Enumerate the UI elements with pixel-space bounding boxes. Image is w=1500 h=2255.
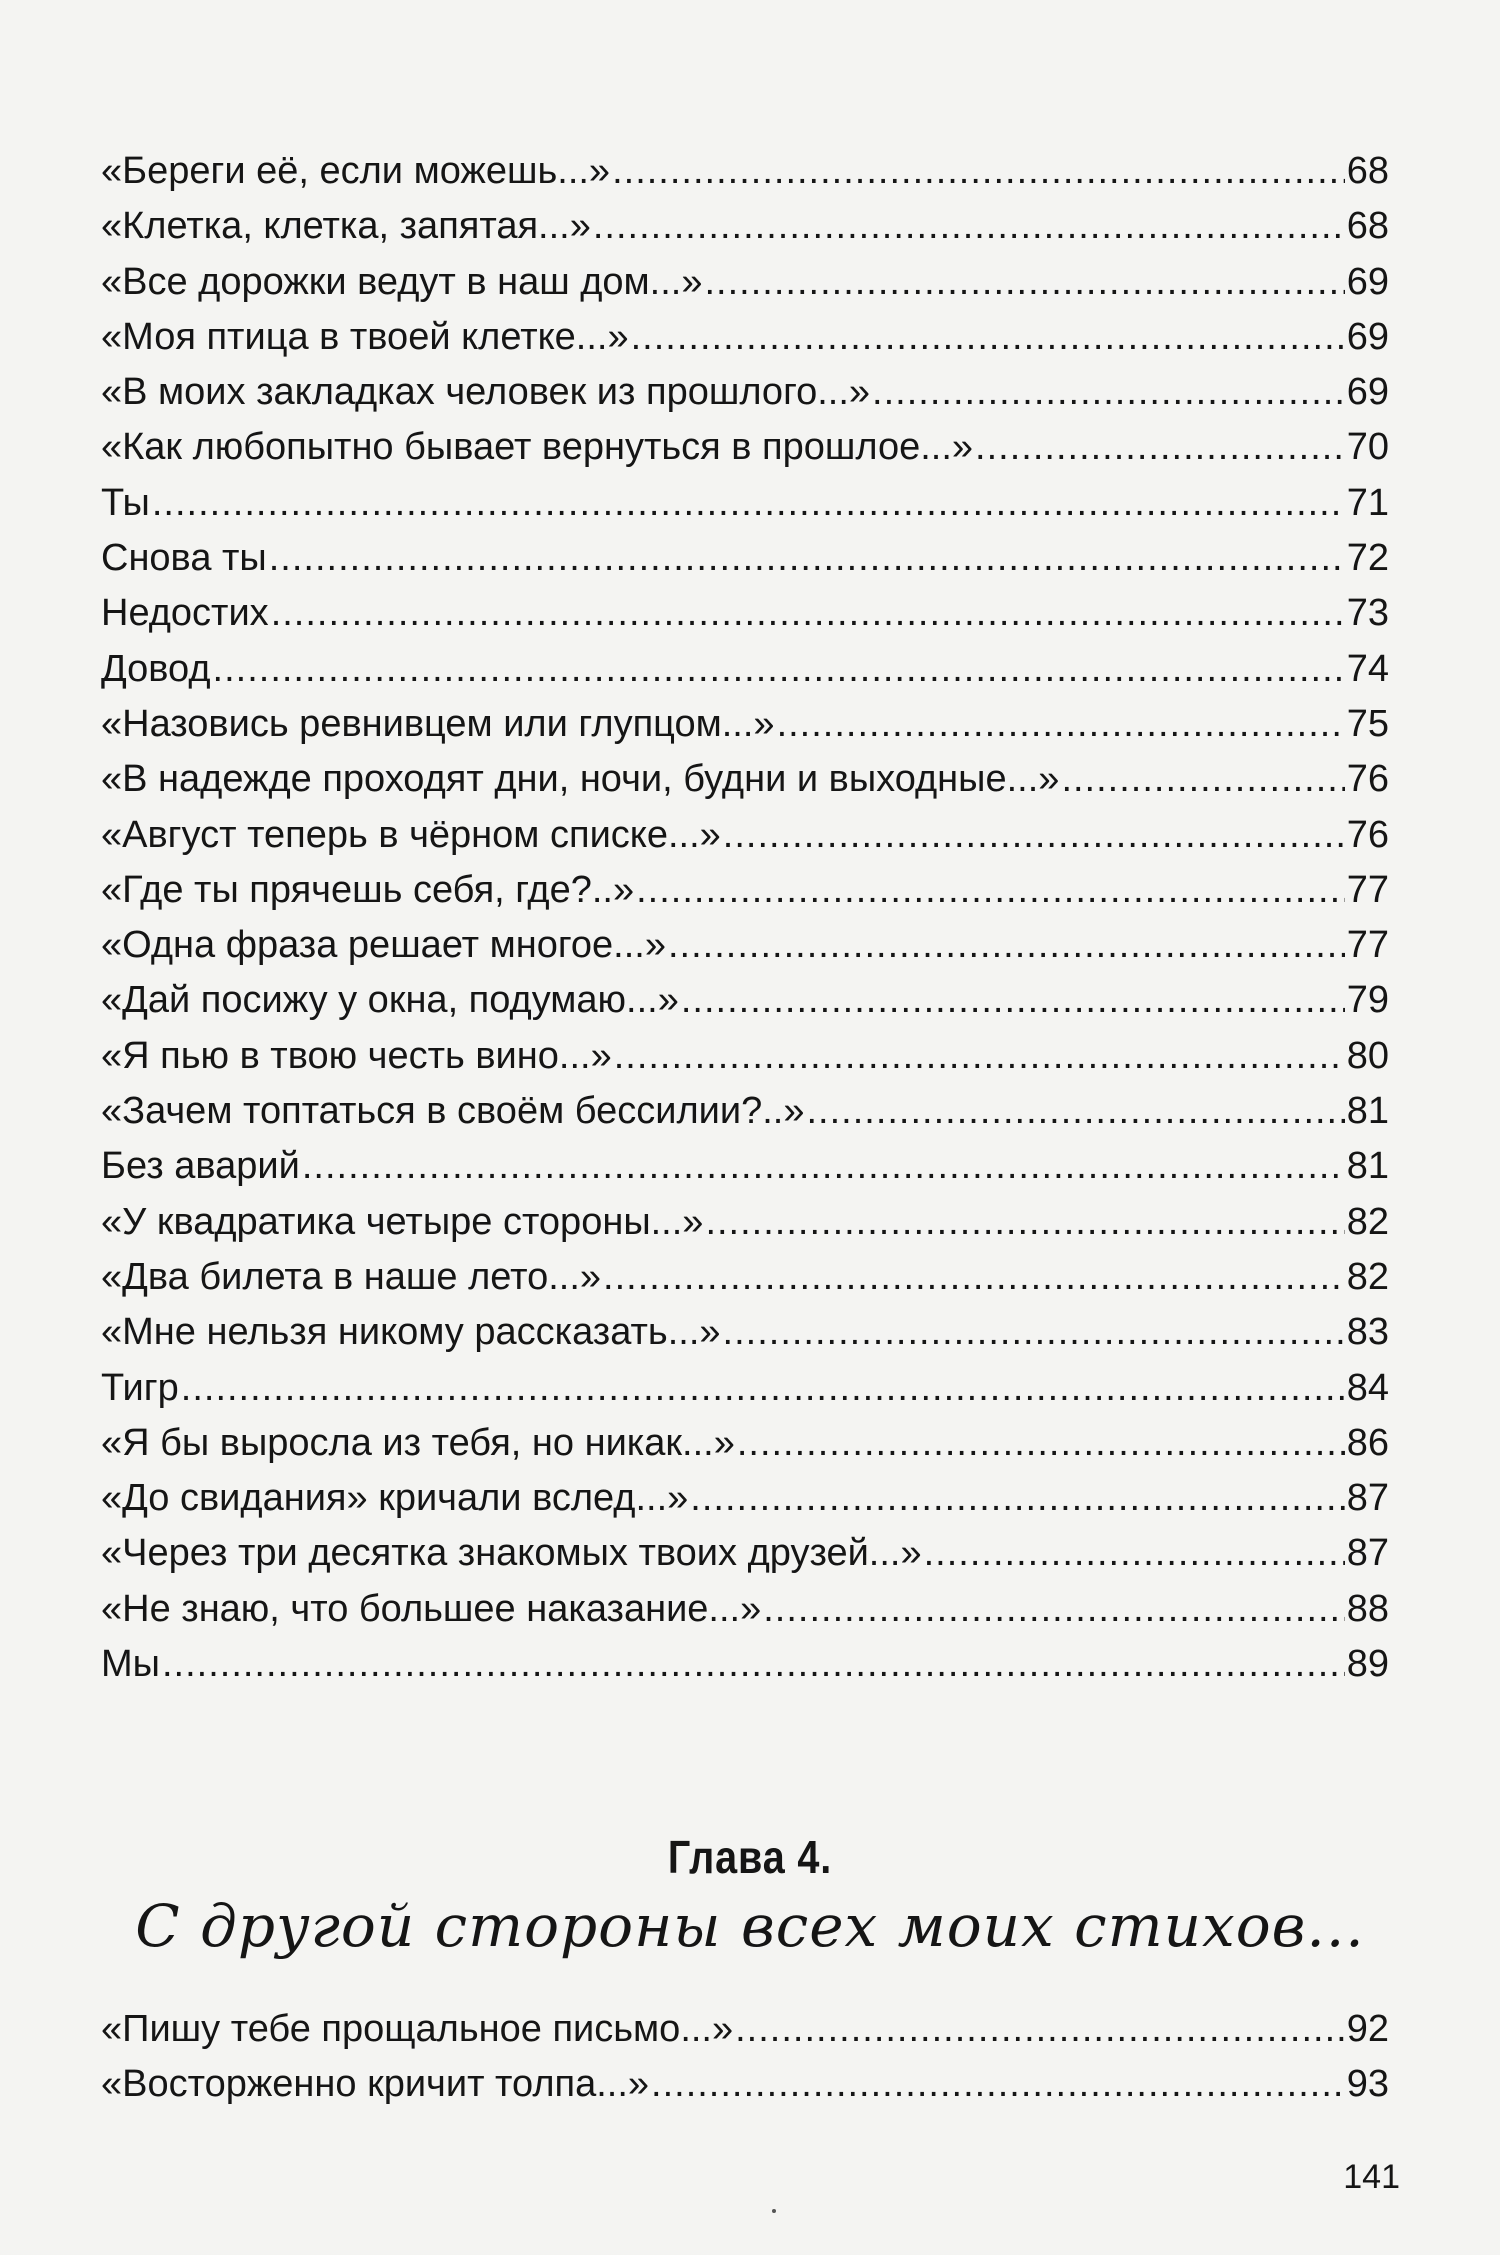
toc-entry-page: 80 [1346,1034,1389,1077]
toc-entry [101,1582,1389,1637]
toc-entry-title: «Одна фраза решает многое...» [101,924,666,967]
toc-entry [101,1084,1389,1139]
toc-entry-page: 81 [1346,1090,1389,1133]
toc-entry-title: «До свидания» кричали вслед...» [101,1477,689,1520]
chapter-label: Глава 4. [667,1831,833,1883]
toc-entry-title: «Береги её, если можешь...» [101,150,611,192]
toc-entry [101,1526,1389,1581]
dot-leader [737,1416,1345,1471]
toc-entry [101,476,1389,531]
toc-entry-page: 72 [1346,537,1389,580]
print-speck [772,2209,776,2213]
dot-leader [735,2002,1345,2057]
toc-entry-title: «Моя птица в твоей клетке...» [101,315,629,358]
toc-entry [101,1305,1389,1360]
chapter-title: С другой стороны всех моих стихов... [135,1892,1365,1960]
dot-leader [777,697,1345,752]
toc-entry-page: 68 [1346,150,1389,192]
dot-leader [603,1250,1345,1305]
dot-leader [271,586,1345,641]
toc-entry [101,697,1389,752]
toc-entry [101,1250,1389,1305]
toc-entry [101,1195,1389,1250]
dot-leader [705,1195,1344,1250]
toc-entry-page: 70 [1346,426,1389,469]
toc-entry-title: Снова ты [101,537,267,580]
dot-leader [872,365,1345,420]
toc-entry [101,365,1389,420]
toc-entry [101,642,1389,697]
toc-entry-title: «Я пью в твою честь вино...» [101,1034,612,1077]
toc-entry-title: «Клетка, клетка, запятая...» [101,205,591,248]
toc-entry [101,199,1389,254]
toc-entry [101,2057,1389,2112]
toc-entry [101,531,1389,586]
dot-leader [723,808,1345,863]
toc-entry [101,1471,1389,1526]
toc-entry-title: «У квадратика четыре стороны...» [101,1200,704,1243]
toc-entry [101,255,1389,310]
toc-entry-title: «Август теперь в чёрном списке...» [101,813,721,856]
toc-entry-title: «Пишу тебе прощальное письмо...» [101,2008,734,2050]
toc-entry [101,586,1389,641]
dot-leader [975,420,1345,475]
toc-entry-page: 75 [1346,702,1389,745]
toc-entry-page: 93 [1346,2063,1389,2106]
dot-leader [681,973,1345,1028]
dot-leader [213,642,1345,697]
dot-leader [612,144,1345,199]
dot-leader [152,476,1345,531]
dot-leader [1061,752,1344,807]
toc-entry-page: 76 [1346,813,1389,856]
toc-entry-page: 92 [1346,2008,1389,2050]
dot-leader [668,918,1345,973]
toc-entry-title: Довод [101,647,211,690]
toc-entry [101,310,1389,365]
toc-entry-page: 69 [1346,315,1389,358]
toc-entry-page: 77 [1346,924,1389,967]
toc-entry [101,808,1389,863]
toc-entry-page: 77 [1346,868,1389,911]
toc-entry-title: «Не знаю, что большее наказание...» [101,1587,762,1630]
toc-entry-page: 86 [1346,1421,1389,1464]
toc-entry-page: 89 [1346,1643,1389,1686]
dot-leader [181,1361,1345,1416]
toc-entry-page: 84 [1346,1366,1389,1409]
toc-entry-title: «Через три десятка знакомых твоих друзей...» [101,1532,922,1575]
toc-entry-title: «Как любопытно бывает вернуться в прошлое...» [101,426,974,469]
toc-entry [101,863,1389,918]
toc-entry-page: 88 [1346,1587,1389,1630]
dot-leader [162,1637,1345,1692]
toc-entry-page: 69 [1346,371,1389,414]
dot-leader [705,255,1345,310]
table-of-contents [101,144,1389,1692]
dot-leader [806,1084,1344,1139]
toc-entry-title: «Дай посижу у окна, подумаю...» [101,979,679,1022]
toc-entry-title: «Я бы выросла из тебя, но никак...» [101,1421,735,1464]
toc-entry [101,1029,1389,1084]
toc-entry-page: 74 [1346,647,1389,690]
dot-leader [690,1471,1344,1526]
dot-leader [723,1305,1345,1360]
toc-entry-page: 82 [1346,1255,1389,1298]
dot-leader [614,1029,1345,1084]
toc-entry-title: Мы [101,1643,160,1686]
toc-entry-title: Тигр [101,1366,179,1409]
toc-entry-page: 69 [1346,260,1389,303]
toc-entry-title: «Все дорожки ведут в наш дом...» [101,260,703,303]
dot-leader [631,310,1345,365]
toc-entry [101,1139,1389,1194]
toc-entry-title: «Два билета в наше лето...» [101,1255,602,1298]
toc-entry-page: 73 [1346,592,1389,635]
toc-entry [101,752,1389,807]
toc-entry [101,973,1389,1028]
dot-leader [924,1526,1345,1581]
toc-entry [101,144,1389,199]
chapter-table-of-contents [101,2002,1389,2113]
toc-entry-page: 71 [1346,481,1389,524]
toc-entry-title: «Назовись ревнивцем или глупцом...» [101,702,775,745]
toc-entry [101,420,1389,475]
dot-leader [651,2057,1345,2112]
toc-entry-page: 68 [1346,205,1389,248]
dot-leader [269,531,1345,586]
toc-entry-page: 79 [1346,979,1389,1022]
dot-leader [593,199,1345,254]
toc-entry [101,918,1389,973]
toc-entry-title: «В надежде проходят дни, ночи, будни и выходные...» [101,758,1060,801]
toc-entry-page: 76 [1346,758,1389,801]
dot-leader [302,1139,1345,1194]
toc-entry-title: Ты [101,481,150,524]
toc-entry-title: «Восторженно кричит толпа...» [101,2063,650,2106]
toc-entry-page: 81 [1346,1145,1389,1188]
toc-entry-page: 87 [1346,1532,1389,1575]
toc-entry-page: 83 [1346,1311,1389,1354]
dot-leader [636,863,1345,918]
toc-entry-title: Недостих [101,592,269,635]
toc-entry [101,2002,1389,2057]
toc-entry [101,1361,1389,1416]
toc-entry-title: «Зачем топтаться в своём бессилии?..» [101,1090,805,1133]
toc-entry-title: «Мне нельзя никому рассказать...» [101,1311,721,1354]
toc-entry-page: 87 [1346,1477,1389,1520]
dot-leader [763,1582,1344,1637]
toc-entry-title: Без аварий [101,1145,300,1188]
toc-entry [101,1416,1389,1471]
page-number: 141 [1343,2158,1400,2196]
toc-entry-title: «В моих закладках человек из прошлого...» [101,371,871,414]
toc-entry [101,1637,1389,1692]
toc-entry-page: 82 [1346,1200,1389,1243]
toc-entry-title: «Где ты прячешь себя, где?..» [101,868,635,911]
